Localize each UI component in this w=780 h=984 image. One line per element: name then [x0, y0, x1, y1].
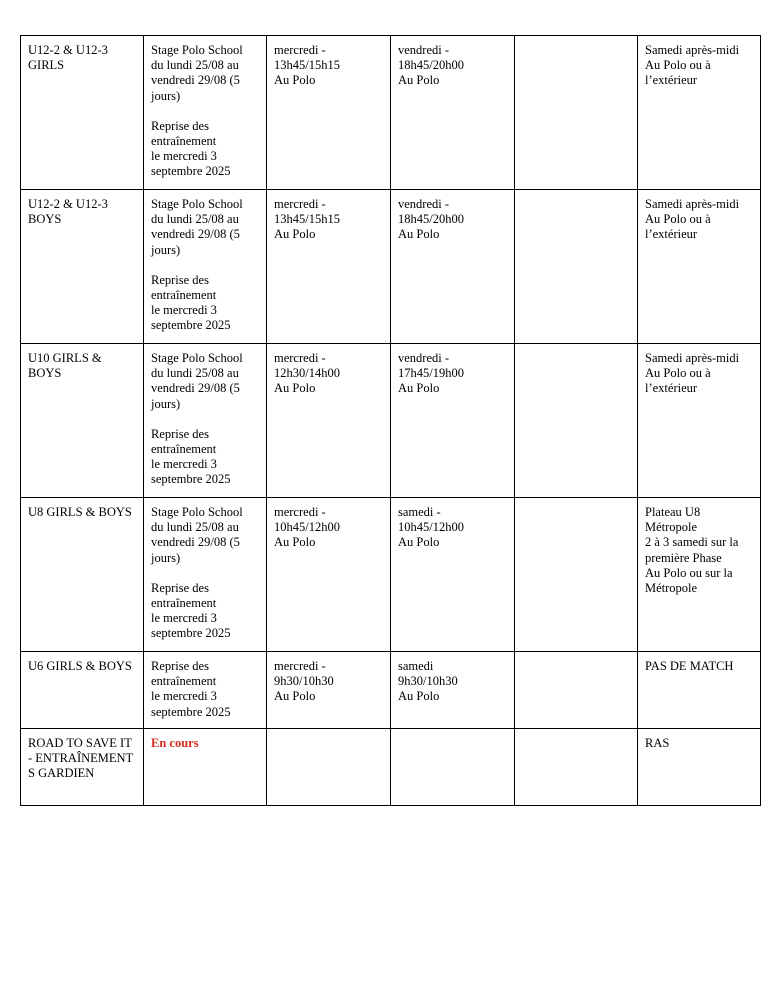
team-cell	[21, 729, 144, 806]
reprise-line: septembre 2025	[151, 164, 231, 179]
reprise-line: entraînement	[151, 674, 217, 689]
reprise-line: septembre 2025	[151, 704, 231, 719]
session-place: Au Polo	[398, 73, 440, 88]
session-day: mercredi -	[274, 43, 326, 57]
reprise-line: Reprise des	[151, 272, 209, 287]
match-line: Au Polo ou à	[645, 58, 711, 73]
reprise-line: entraînement	[151, 442, 217, 457]
schedule-table	[20, 35, 761, 806]
match-cell	[638, 344, 761, 498]
session2-cell	[391, 729, 515, 806]
extra-cell	[515, 652, 638, 729]
reprise-line: Reprise des	[151, 426, 209, 441]
match-line: Au Polo ou à	[645, 212, 711, 227]
session-place: Au Polo	[274, 381, 316, 396]
stage-cell	[144, 498, 267, 652]
stage-line: jours)	[151, 242, 181, 257]
match-cell	[638, 729, 761, 806]
team-cell	[21, 498, 144, 652]
session2-cell	[391, 190, 515, 344]
session-place: Au Polo	[274, 535, 316, 550]
session-place: Au Polo	[398, 535, 440, 550]
team-cell	[21, 190, 144, 344]
session-time: 13h45/15h15	[274, 58, 340, 73]
session-time: 18h45/20h00	[398, 58, 464, 73]
team-cell	[21, 344, 144, 498]
session1-cell	[267, 344, 391, 498]
session-day: mercredi -	[274, 197, 326, 211]
reprise-line: septembre 2025	[151, 318, 231, 333]
stage-line: jours)	[151, 88, 181, 103]
session-time: 17h45/19h00	[398, 366, 464, 381]
reprise-line: entraînement	[151, 288, 217, 303]
team-cell	[21, 36, 144, 190]
session1-cell	[267, 190, 391, 344]
stage-line: vendredi 29/08 (5	[151, 73, 240, 88]
match-line: Plateau U8	[645, 505, 701, 519]
stage-line: vendredi 29/08 (5	[151, 227, 240, 242]
reprise-line: le mercredi 3	[151, 149, 217, 164]
extra-cell	[515, 498, 638, 652]
session-time: 12h30/14h00	[274, 366, 340, 381]
extra-cell	[515, 344, 638, 498]
match-line: Métropole	[645, 581, 698, 596]
match-line: 2 à 3 samedi sur la	[645, 535, 739, 550]
session-place: Au Polo	[274, 227, 316, 242]
reprise-line: le mercredi 3	[151, 689, 217, 704]
session-place: Au Polo	[398, 689, 440, 704]
session-day: samedi -	[398, 505, 441, 519]
reprise-line: le mercredi 3	[151, 303, 217, 318]
stage-cell	[144, 344, 267, 498]
match-line: Au Polo ou à	[645, 366, 711, 381]
stage-line: vendredi 29/08 (5	[151, 381, 240, 396]
session-time: 9h30/10h30	[398, 674, 458, 689]
stage-line: Stage Polo School	[151, 197, 243, 211]
stage-line: jours)	[151, 396, 181, 411]
session2-cell	[391, 344, 515, 498]
stage-line: du lundi 25/08 au	[151, 212, 239, 227]
reprise-line: le mercredi 3	[151, 457, 217, 472]
match-line: première Phase	[645, 550, 722, 565]
session-time: 13h45/15h15	[274, 212, 340, 227]
extra-cell	[515, 729, 638, 806]
session-time: 10h45/12h00	[398, 520, 464, 535]
match-line: Samedi après-midi	[645, 351, 740, 365]
match-line: l’extérieur	[645, 227, 698, 242]
reprise-line: Reprise des	[151, 659, 209, 673]
team-name: ROAD TO SAVE IT - ENTRAÎNEMENT S GARDIEN	[28, 736, 133, 781]
session2-cell	[391, 498, 515, 652]
reprise-line: septembre 2025	[151, 472, 231, 487]
table-row	[21, 344, 761, 498]
session-day: vendredi -	[398, 351, 450, 365]
table-row	[21, 190, 761, 344]
session1-cell	[267, 498, 391, 652]
reprise-line: Reprise des	[151, 118, 209, 133]
session-time: 18h45/20h00	[398, 212, 464, 227]
session-day: vendredi -	[398, 197, 450, 211]
match-line: Au Polo ou sur la	[645, 565, 733, 580]
session-day: vendredi -	[398, 43, 450, 57]
session-day: mercredi -	[274, 659, 326, 673]
extra-cell	[515, 190, 638, 344]
stage-line: du lundi 25/08 au	[151, 58, 239, 73]
extra-cell	[515, 36, 638, 190]
session-place: Au Polo	[274, 73, 316, 88]
session-place: Au Polo	[274, 689, 316, 704]
team-cell	[21, 652, 144, 729]
session1-cell	[267, 729, 391, 806]
match-line: Métropole	[645, 520, 698, 535]
match-cell	[638, 190, 761, 344]
session-place: Au Polo	[398, 227, 440, 242]
table-row	[21, 652, 761, 729]
stage-line: Stage Polo School	[151, 43, 243, 57]
team-name: U12-2 & U12-3 GIRLS	[28, 43, 108, 73]
status-cell	[144, 729, 267, 806]
match-line: l’extérieur	[645, 73, 698, 88]
match-cell	[638, 36, 761, 190]
table-row	[21, 498, 761, 652]
reprise-line: le mercredi 3	[151, 611, 217, 626]
session-day: samedi	[398, 659, 434, 673]
reprise-line: entraînement	[151, 596, 217, 611]
stage-line: jours)	[151, 550, 181, 565]
stage-line: vendredi 29/08 (5	[151, 535, 240, 550]
session2-cell	[391, 36, 515, 190]
match-line: Samedi après-midi	[645, 43, 740, 57]
team-name: U8 GIRLS & BOYS	[28, 505, 132, 519]
session1-cell	[267, 36, 391, 190]
match-line: PAS DE MATCH	[645, 659, 734, 673]
match-cell	[638, 498, 761, 652]
stage-line: Stage Polo School	[151, 351, 243, 365]
stage-line: du lundi 25/08 au	[151, 366, 239, 381]
stage-line: Stage Polo School	[151, 505, 243, 519]
match-cell	[638, 652, 761, 729]
stage-line: du lundi 25/08 au	[151, 520, 239, 535]
session-day: mercredi -	[274, 351, 326, 365]
reprise-line: Reprise des	[151, 580, 209, 595]
team-name: U6 GIRLS & BOYS	[28, 659, 132, 673]
stage-cell	[144, 652, 267, 729]
session1-cell	[267, 652, 391, 729]
stage-cell	[144, 190, 267, 344]
table-row	[21, 36, 761, 190]
match-line: l’extérieur	[645, 381, 698, 396]
reprise-line: entraînement	[151, 134, 217, 149]
stage-cell	[144, 36, 267, 190]
match-line: Samedi après-midi	[645, 197, 740, 211]
match-line: RAS	[645, 736, 670, 750]
session2-cell	[391, 652, 515, 729]
session-day: mercredi -	[274, 505, 326, 519]
table-row	[21, 729, 761, 806]
team-name: U12-2 & U12-3 BOYS	[28, 197, 108, 227]
session-time: 10h45/12h00	[274, 520, 340, 535]
team-name: U10 GIRLS & BOYS	[28, 351, 102, 381]
session-place: Au Polo	[398, 381, 440, 396]
session-time: 9h30/10h30	[274, 674, 334, 689]
reprise-line: septembre 2025	[151, 626, 231, 641]
status-text: En cours	[151, 736, 199, 750]
